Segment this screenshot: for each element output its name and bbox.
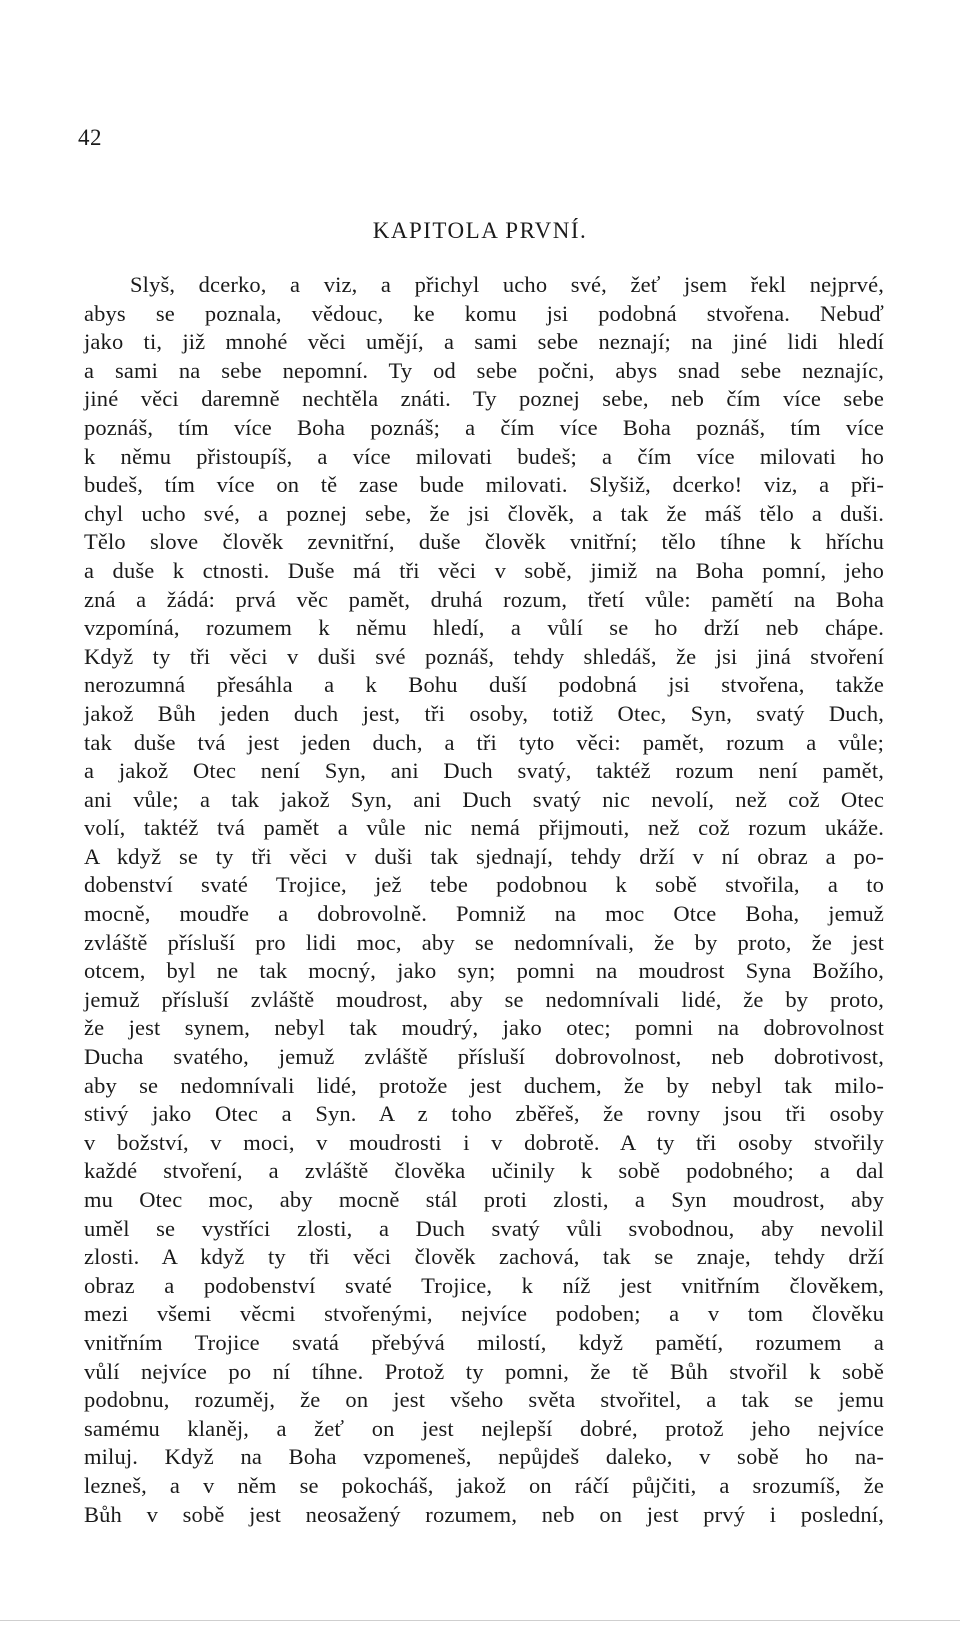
text-line: jemuž přísluší zvláště moudrost, aby se nedomnívali lidé, že by proto, bbox=[84, 986, 884, 1012]
text-line: podobnu, rozuměj, že on jest všeho světa stvořitel, a tak se jemu bbox=[84, 1387, 884, 1413]
text-line: samému klaněj, a žeť on jest nejlepší dobré, protož jeho nejvíce bbox=[84, 1415, 884, 1441]
text-line: otcem, byl ne tak mocný, jako syn; pomni na moudrost Syna Božího, bbox=[84, 958, 884, 984]
text-line: lezneš, a v něm se pokocháš, jakož on ráčí půjčiti, a srozumíš, že bbox=[84, 1472, 884, 1498]
text-line: miluj. Když na Boha vzpomeneš, nepůjdeš daleko, v sobě ho na- bbox=[84, 1444, 884, 1470]
chapter-title: KAPITOLA PRVNÍ. bbox=[372, 218, 588, 243]
text-line: k němu přistoupíš, a více milovati budeš; a čím více milovati ho bbox=[84, 443, 884, 469]
text-line: stivý jako Otec a Syn. A z toho zběřeš, že rovny jsou tři osoby bbox=[84, 1101, 884, 1127]
text-line: mocně, moudře a dobrovolně. Pomniž na moc Otce Boha, jemuž bbox=[84, 901, 884, 927]
text-line: v božství, v moci, v moudrosti i v dobrotě. A ty tři osoby stvořily bbox=[84, 1129, 884, 1155]
text-line: abys se poznala, vědouc, ke komu jsi podobná stvořena. Nebuď bbox=[84, 300, 884, 326]
text-line: nerozumná přesáhla a k Bohu duší podobná jsi stvořena, takže bbox=[84, 672, 884, 698]
text-line: ani vůle; a tak jakož Syn, ani Duch svatý nic nevolí, než což Otec bbox=[84, 786, 884, 812]
page-bottom-edge bbox=[0, 1620, 960, 1621]
text-line: zvláště přísluší pro lidi moc, aby se nedomnívali, že by proto, že jest bbox=[84, 929, 884, 955]
text-line: Tělo slove člověk zevnitřní, duše člověk vnitřní; tělo tíhne k hříchu bbox=[84, 529, 884, 555]
text-line: Slyš, dcerko, a viz, a přichyl ucho své, žeť jsem řekl nejprvé, bbox=[130, 272, 884, 297]
page-number: 42 bbox=[78, 125, 102, 150]
text-line: poznáš, tím více Boha poznáš; a čím více Boha poznáš, tím více bbox=[84, 414, 884, 440]
text-line: Bůh v sobě jest neosažený rozumem, neb on jest prvý i poslední, bbox=[84, 1501, 884, 1527]
text-line: dobenství svaté Trojice, jež tebe podobnou k sobě stvořila, a to bbox=[84, 872, 884, 898]
text-line: Když ty tři věci v duši své poznáš, tehdy shledáš, že jsi jiná stvoření bbox=[84, 643, 884, 669]
text-line: aby se nedomnívali lidé, protože jest duchem, že by nebyl tak milo- bbox=[84, 1072, 884, 1098]
text-line: budeš, tím více on tě zase bude milovati. Slyšiž, dcerko! viz, a při- bbox=[84, 472, 884, 498]
text-line: A když se ty tři věci v duši tak sjednají, tehdy drží v ní obraz a po- bbox=[84, 843, 884, 869]
text-line: uměl se vystříci zlosti, a Duch svatý vůli svobodnou, aby nevolil bbox=[84, 1215, 884, 1241]
text-line: vůlí nejvíce po ní tíhne. Protož ty pomni, že tě Bůh stvořil k sobě bbox=[84, 1358, 884, 1384]
text-line: jiné věci daremně nechtěla znáti. Ty poznej sebe, neb čím více sebe bbox=[84, 386, 884, 412]
text-line: zná a žádá: prvá věc pamět, druhá rozum, třetí vůle: pamětí na Boha bbox=[84, 586, 884, 612]
text-line: každé stvoření, a zvláště člověka učinily k sobě podobného; a dal bbox=[84, 1158, 884, 1184]
text-line: vnitřním Trojice svatá přebývá milostí, když pamětí, rozumem a bbox=[84, 1329, 884, 1355]
text-line: Ducha svatého, jemuž zvláště přísluší dobrovolnost, neb dobrotivost, bbox=[84, 1044, 884, 1070]
text-line: jakož Bůh jeden duch jest, tři osoby, totiž Otec, Syn, svatý Duch, bbox=[84, 700, 884, 726]
text-line: volí, taktéž tvá pamět a vůle nic nemá přijmouti, než což rozum ukáže. bbox=[84, 815, 884, 841]
text-line: mezi všemi věcmi stvořenými, nejvíce podoben; a v tom člověku bbox=[84, 1301, 884, 1327]
text-line: a jakož Otec není Syn, ani Duch svatý, taktéž rozum není pamět, bbox=[84, 758, 884, 784]
text-line: a sami na sebe nepomní. Ty od sebe počni, abys snad sebe neznajíc, bbox=[84, 357, 884, 383]
text-line: zlosti. A když ty tři věci člověk zachová, tak se znaje, tehdy drží bbox=[84, 1244, 884, 1270]
text-line: jako ti, již mnohé věci umějí, a sami sebe neznají; na jiné lidi hledí bbox=[84, 329, 884, 355]
text-line: chyl ucho své, a poznej sebe, že jsi člověk, a tak že máš tělo a duši. bbox=[84, 500, 884, 526]
text-line: že jest synem, nebyl tak moudrý, jako otec; pomni na dobrovolnost bbox=[84, 1015, 884, 1041]
text-line: mu Otec moc, aby mocně stál proti zlosti, a Syn moudrost, aby bbox=[84, 1187, 884, 1212]
body-text bbox=[84, 271, 884, 1529]
text-line: a duše k ctnosti. Duše má tři věci v sobě, jimiž na Boha pomní, jeho bbox=[84, 557, 884, 583]
text-line: tak duše tvá jest jeden duch, a tři tyto věci: pamět, rozum a vůle; bbox=[84, 729, 884, 755]
text-line: vzpomíná, rozumem k němu hledí, a vůlí se ho drží neb chápe. bbox=[84, 615, 884, 641]
text-line: obraz a podobenství svaté Trojice, k níž jest vnitřním člověkem, bbox=[84, 1272, 884, 1298]
